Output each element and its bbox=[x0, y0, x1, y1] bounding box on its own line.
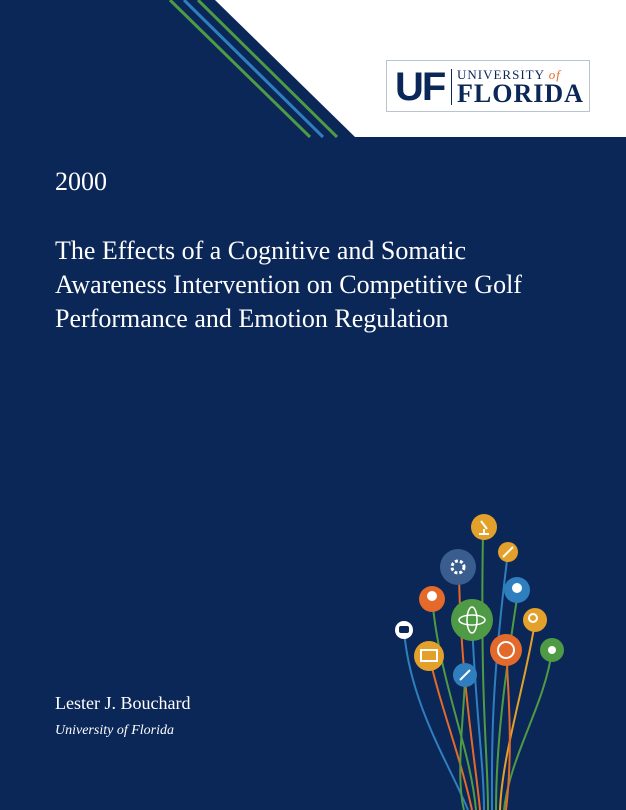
branch bbox=[506, 648, 510, 810]
tree-branches bbox=[404, 533, 552, 810]
knowledge-tree-illustration bbox=[380, 505, 626, 810]
logo-divider bbox=[451, 69, 452, 105]
magnifier-icon bbox=[523, 608, 547, 632]
gears-icon bbox=[440, 549, 476, 585]
document-title: The Effects of a Cognitive and Somatic Awareness Intervention on Competitive Golf Performance and Emotion Regulation bbox=[55, 236, 522, 333]
microscope-icon bbox=[471, 514, 497, 540]
chat-glyph bbox=[399, 626, 409, 633]
network-glyph bbox=[548, 646, 556, 654]
logo-university-word: UNIVERSITY bbox=[457, 67, 545, 82]
atom-icon bbox=[451, 599, 493, 641]
author-affiliation: University of Florida bbox=[55, 723, 174, 738]
monitor-icon bbox=[414, 641, 444, 671]
logo-uf-mark: UF bbox=[395, 65, 445, 109]
university-logo bbox=[386, 60, 590, 112]
publication-year: 2000 bbox=[55, 167, 107, 196]
logo-of-word: of bbox=[548, 67, 561, 82]
person-glyph bbox=[427, 591, 437, 601]
author-name: Lester J. Bouchard bbox=[55, 693, 191, 713]
lightbulb-glyph bbox=[512, 583, 522, 593]
branch bbox=[482, 533, 488, 810]
logo-florida: FLORIDA bbox=[457, 79, 584, 108]
globe-icon bbox=[490, 634, 522, 666]
